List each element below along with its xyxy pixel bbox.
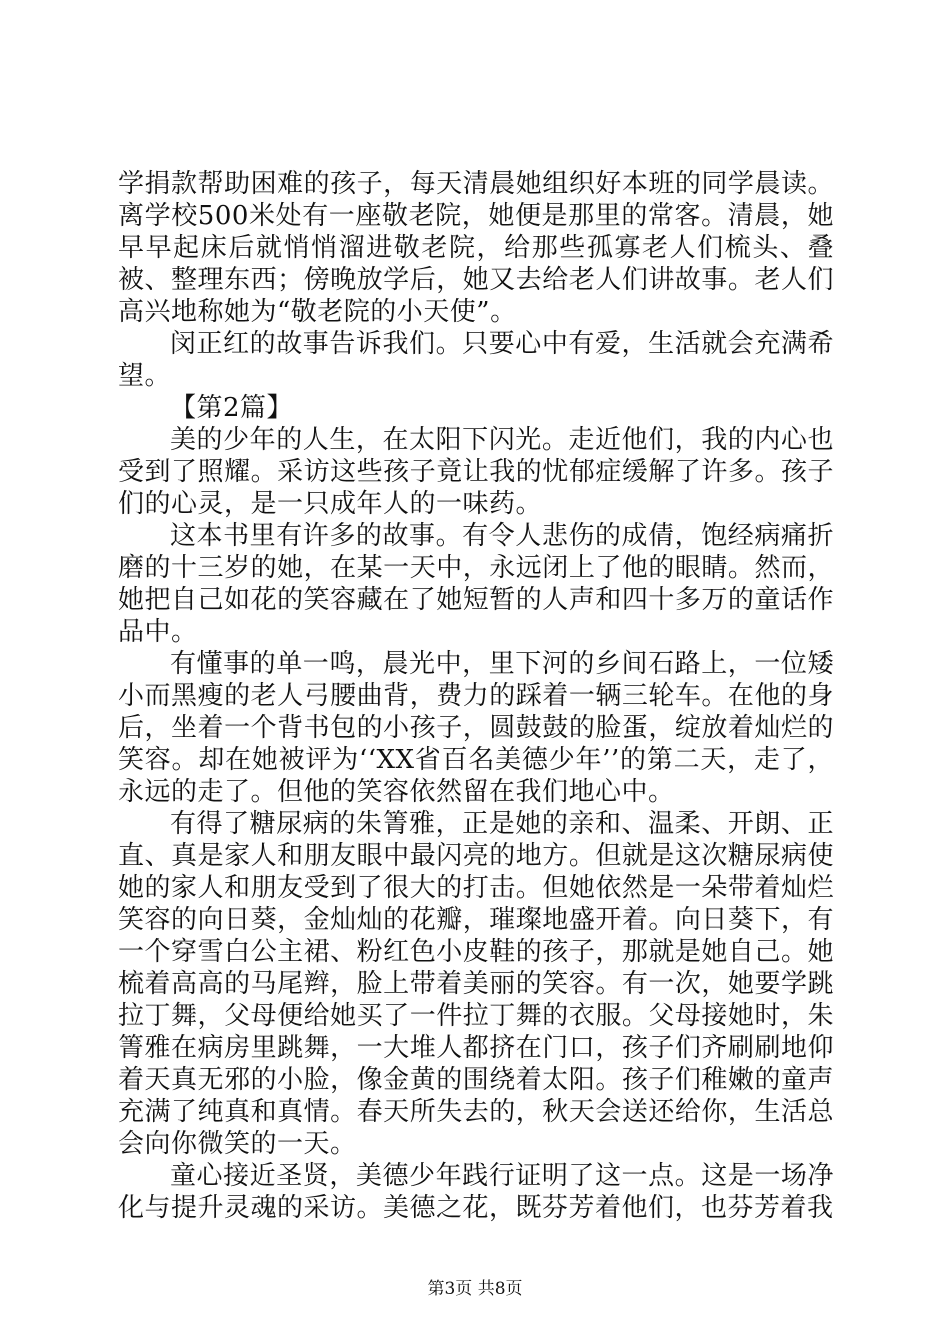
paragraph-story-shanyiming: 有懂事的单一鸣，晨光中，里下河的乡间石路上，一位矮小而黑瘦的老人弓腰曲背，费力的踩着一辆三轮车。在他的身后，坐着一个背书包的小孩子，圆鼓鼓的脸蛋，绽放着灿烂的笑容。却在她被评为‘‘XX省百名美德少年’’的第二天，走了，永远的走了。但他的笑容依然留在我们地心中。 [118, 649, 834, 807]
paragraph-conclusion: 闵正红的故事告诉我们。只要心中有爱，生活就会充满希望。 [118, 329, 834, 391]
paragraph-story-chengqian: 这本书里有许多的故事。有令人悲伤的成倩，饱经病痛折磨的十三岁的她，在某一天中，永远闭上了他的眼睛。然而，她把自己如花的笑容藏在了她短暂的人声和四十多万的童话作品中。 [118, 521, 834, 647]
paragraph-closing: 童心接近圣贤，美德少年践行证明了这一点。这是一场净化与提升灵魂的采访。美德之花，既芬芳着他们，也芬芳着我 [118, 1161, 834, 1223]
document-body [118, 168, 834, 1224]
page-number-footer: 第3页 共8页 [427, 1279, 523, 1299]
paragraph-continued: 学捐款帮助困难的孩子，每天清晨她组织好本班的同学晨读。离学校500米处有一座敬老院，她便是那里的常客。清晨，她早早起床后就悄悄溜进敬老院，给那些孤寡老人们梳头、叠被、整理东西；傍晚放学后，她又去给老人们讲故事。老人们高兴地称她为“敬老院的小天使”。 [118, 169, 834, 327]
paragraph-intro: 美的少年的人生，在太阳下闪光。走近他们，我的内心也受到了照耀。采访这些孩子竟让我的忧郁症缓解了许多。孩子们的心灵，是一只成年人的一味药。 [118, 425, 834, 519]
section-heading: 【第2篇】 [170, 393, 294, 423]
paragraph-story-zhujingya: 有得了糖尿病的朱箐雅，正是她的亲和、温柔、开朗、正直、真是家人和朋友眼中最闪亮的地方。但就是这次糖尿病使她的家人和朋友受到了很大的打击。但她依然是一朵带着灿烂笑容的向日葵，金灿灿的花瓣，璀璨地盛开着。向日葵下，有一个穿雪白公主裙、粉红色小皮鞋的孩子，那就是她自己。她梳着高高的马尾辫，脸上带着美丽的笑容。有一次，她要学跳拉丁舞，父母便给她买了一件拉丁舞的衣服。父母接她时，朱箐雅在病房里跳舞，一大堆人都挤在门口，孩子们齐刷刷地仰着天真无邪的小脸，像金黄的围绕着太阳。孩子们稚嫩的童声充满了纯真和真情。春天所失去的，秋天会送还给你，生活总会向你微笑的一天。 [118, 809, 834, 1159]
